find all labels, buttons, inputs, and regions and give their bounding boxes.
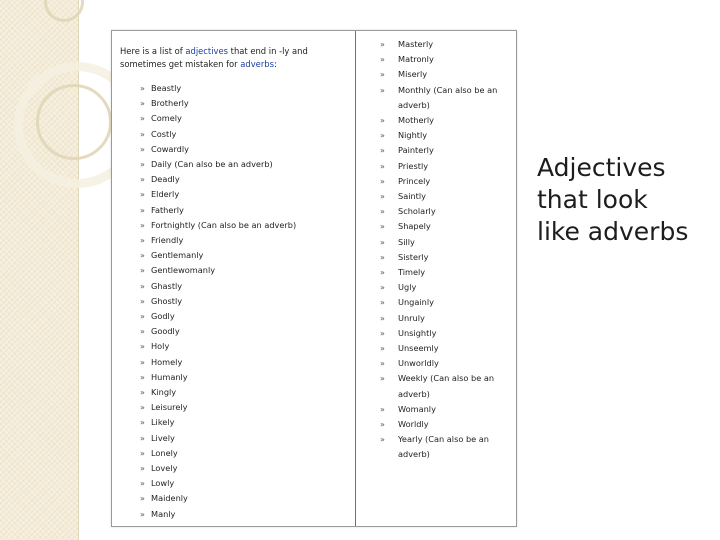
list-item-label: Costly — [151, 128, 177, 139]
bullet-icon: » — [380, 207, 385, 217]
adjective-list-left — [120, 81, 350, 522]
intro-text — [120, 45, 345, 70]
list-item — [120, 81, 350, 96]
list-item-label: Silly — [398, 236, 415, 247]
list-item — [380, 326, 512, 341]
bullet-icon: » — [140, 327, 145, 337]
list-item — [380, 67, 512, 82]
list-item-label: Priestly — [398, 160, 429, 171]
list-item-label: Painterly — [398, 145, 434, 156]
bullet-icon: » — [140, 464, 145, 474]
column-divider — [355, 31, 356, 526]
list-item — [120, 111, 350, 126]
list-item — [380, 417, 512, 432]
list-item — [380, 113, 512, 128]
bullet-icon: » — [140, 144, 145, 154]
bullet-icon: » — [380, 222, 385, 232]
bullet-icon: » — [380, 85, 385, 95]
list-item — [380, 280, 512, 295]
list-item — [120, 324, 350, 339]
list-item — [380, 341, 512, 356]
adjective-list-document — [111, 30, 517, 527]
bullet-icon: » — [140, 266, 145, 276]
list-item — [380, 311, 512, 326]
decorative-ring-small — [36, 84, 112, 160]
list-item — [120, 491, 350, 506]
list-item-label: Homely — [151, 356, 183, 367]
decorative-ring-top — [44, 0, 84, 22]
list-item — [380, 143, 512, 158]
list-item-label: Worldly — [398, 419, 429, 430]
bullet-icon: » — [380, 313, 385, 323]
list-item-label: Timely — [398, 267, 426, 278]
list-item-label: Ungainly — [398, 297, 434, 308]
list-item-label: Matronly — [398, 54, 434, 65]
bullet-icon: » — [140, 342, 145, 352]
list-item-label: Daily (Can also be an adverb) — [151, 159, 273, 170]
intro-part: : — [273, 58, 277, 69]
list-item — [380, 371, 512, 401]
intro-part: Here is a list of — [120, 46, 186, 56]
list-item-label: Lively — [151, 432, 175, 443]
bullet-icon: » — [380, 283, 385, 293]
list-item-label: Miserly — [398, 69, 428, 80]
list-item-label: Fatherly — [151, 204, 184, 215]
list-item — [120, 309, 350, 324]
list-item-label: Holy — [151, 341, 170, 352]
list-item-label: Princely — [398, 175, 431, 186]
list-item-label: Elderly — [151, 189, 180, 200]
intro-part: that end in -ly and sometimes get mistaken for — [120, 46, 308, 69]
intro-keyword-adjectives: adjectives — [185, 46, 228, 56]
bullet-icon: » — [380, 268, 385, 278]
bullet-icon: » — [380, 404, 385, 414]
left-column — [120, 45, 350, 522]
list-item-label: Unruly — [398, 312, 425, 323]
bullet-icon: » — [380, 55, 385, 65]
bullet-icon: » — [380, 252, 385, 262]
list-item-label: Ghostly — [151, 295, 183, 306]
list-item-label: Likely — [151, 417, 175, 428]
bullet-icon: » — [380, 237, 385, 247]
decorative-side-band — [0, 0, 79, 540]
bullet-icon: » — [140, 509, 145, 519]
list-item — [120, 461, 350, 476]
list-item — [380, 295, 512, 310]
bullet-icon: » — [380, 298, 385, 308]
bullet-icon: » — [140, 388, 145, 398]
list-item — [380, 174, 512, 189]
list-item-label: Godly — [151, 311, 175, 322]
bullet-icon: » — [140, 494, 145, 504]
list-item — [120, 385, 350, 400]
bullet-icon: » — [140, 160, 145, 170]
list-item — [120, 96, 350, 111]
list-item-label: Leisurely — [151, 402, 188, 413]
bullet-icon: » — [380, 420, 385, 430]
list-item-label: Manly — [151, 508, 176, 519]
list-item-label: Unworldly — [398, 358, 439, 369]
list-item — [380, 128, 512, 143]
bullet-icon: » — [140, 433, 145, 443]
bullet-icon: » — [140, 99, 145, 109]
list-item-label: Maidenly — [151, 493, 188, 504]
list-item — [120, 233, 350, 248]
list-item-label: Yearly (Can also be an adverb) — [398, 434, 489, 460]
bullet-icon: » — [140, 129, 145, 139]
list-item-label: Masterly — [398, 39, 434, 49]
bullet-icon: » — [380, 40, 385, 49]
list-item-label: Unsightly — [398, 327, 437, 338]
bullet-icon: » — [140, 205, 145, 215]
list-item — [120, 142, 350, 157]
list-item — [380, 250, 512, 265]
list-item-label: Ugly — [398, 282, 417, 293]
list-item-label: Monthly (Can also be an adverb) — [398, 84, 498, 110]
bullet-icon: » — [140, 114, 145, 124]
list-item — [380, 83, 512, 113]
list-item — [120, 355, 350, 370]
list-item — [380, 159, 512, 174]
bullet-icon: » — [140, 190, 145, 200]
list-item-label: Kingly — [151, 387, 177, 398]
list-item — [380, 265, 512, 280]
list-item-label: Motherly — [398, 115, 434, 126]
list-item-label: Weekly (Can also be an adverb) — [398, 373, 495, 399]
list-item-label: Gentlemanly — [151, 250, 204, 261]
list-item — [380, 356, 512, 371]
bullet-icon: » — [140, 479, 145, 489]
list-item — [380, 52, 512, 67]
bullet-icon: » — [380, 192, 385, 202]
list-item-label: Sisterly — [398, 251, 429, 262]
bullet-icon: » — [140, 251, 145, 261]
bullet-icon: » — [140, 403, 145, 413]
right-column — [380, 37, 512, 463]
bullet-icon: » — [380, 70, 385, 80]
list-item-label: Brotherly — [151, 98, 189, 109]
list-item — [120, 400, 350, 415]
bullet-icon: » — [380, 328, 385, 338]
list-item-label: Nightly — [398, 130, 428, 141]
bullet-icon: » — [140, 175, 145, 185]
list-item-label: Cowardly — [151, 143, 189, 154]
list-item — [120, 127, 350, 142]
list-item — [120, 339, 350, 354]
bullet-icon: » — [140, 84, 145, 93]
bullet-icon: » — [140, 312, 145, 322]
bullet-icon: » — [140, 448, 145, 458]
list-item — [380, 37, 512, 52]
list-item — [120, 476, 350, 491]
adjective-list-right — [380, 37, 512, 463]
bullet-icon: » — [140, 357, 145, 367]
bullet-icon: » — [380, 176, 385, 186]
bullet-icon: » — [140, 296, 145, 306]
list-item-label: Gentlewomanly — [151, 265, 216, 276]
list-item — [120, 370, 350, 385]
list-item — [380, 204, 512, 219]
list-item-label: Womanly — [398, 403, 436, 414]
list-item-label: Lonely — [151, 447, 178, 458]
list-item-label: Goodly — [151, 326, 180, 337]
list-item-label: Shapely — [398, 221, 431, 232]
list-item — [120, 248, 350, 263]
list-item — [380, 219, 512, 234]
bullet-icon: » — [140, 220, 145, 230]
list-item-label: Lowly — [151, 478, 175, 489]
list-item-label: Unseemly — [398, 343, 439, 354]
list-item-label: Humanly — [151, 371, 188, 382]
list-item — [120, 507, 350, 522]
bullet-icon: » — [380, 131, 385, 141]
list-item — [120, 415, 350, 430]
list-item — [120, 157, 350, 172]
list-item-label: Ghastly — [151, 280, 183, 291]
list-item — [380, 402, 512, 417]
list-item-label: Scholarly — [398, 206, 436, 217]
bullet-icon: » — [380, 435, 385, 445]
bullet-icon: » — [140, 372, 145, 382]
list-item — [380, 235, 512, 250]
list-item — [120, 431, 350, 446]
list-item — [120, 172, 350, 187]
bullet-icon: » — [140, 236, 145, 246]
list-item-label: Lovely — [151, 463, 178, 474]
list-item-label: Fortnightly (Can also be an adverb) — [151, 219, 297, 230]
list-item-label: Saintly — [398, 191, 427, 202]
list-item-label: Friendly — [151, 235, 184, 246]
bullet-icon: » — [380, 374, 385, 384]
list-item — [120, 263, 350, 278]
list-item-label: Deadly — [151, 174, 180, 185]
bullet-icon: » — [380, 161, 385, 171]
list-item — [380, 189, 512, 204]
list-item — [120, 203, 350, 218]
bullet-icon: » — [380, 146, 385, 156]
bullet-icon: » — [140, 418, 145, 428]
list-item — [120, 446, 350, 461]
bullet-icon: » — [380, 359, 385, 369]
list-item — [120, 294, 350, 309]
list-item-label: Beastly — [151, 83, 182, 93]
intro-keyword-adverbs: adverbs — [240, 58, 274, 69]
list-item — [120, 218, 350, 233]
bullet-icon: » — [140, 281, 145, 291]
list-item — [120, 187, 350, 202]
bullet-icon: » — [380, 116, 385, 126]
slide-title: Adjectives that look like adverbs — [537, 153, 689, 246]
list-item — [380, 432, 512, 462]
list-item-label: Comely — [151, 113, 182, 124]
list-item — [120, 279, 350, 294]
bullet-icon: » — [380, 344, 385, 354]
